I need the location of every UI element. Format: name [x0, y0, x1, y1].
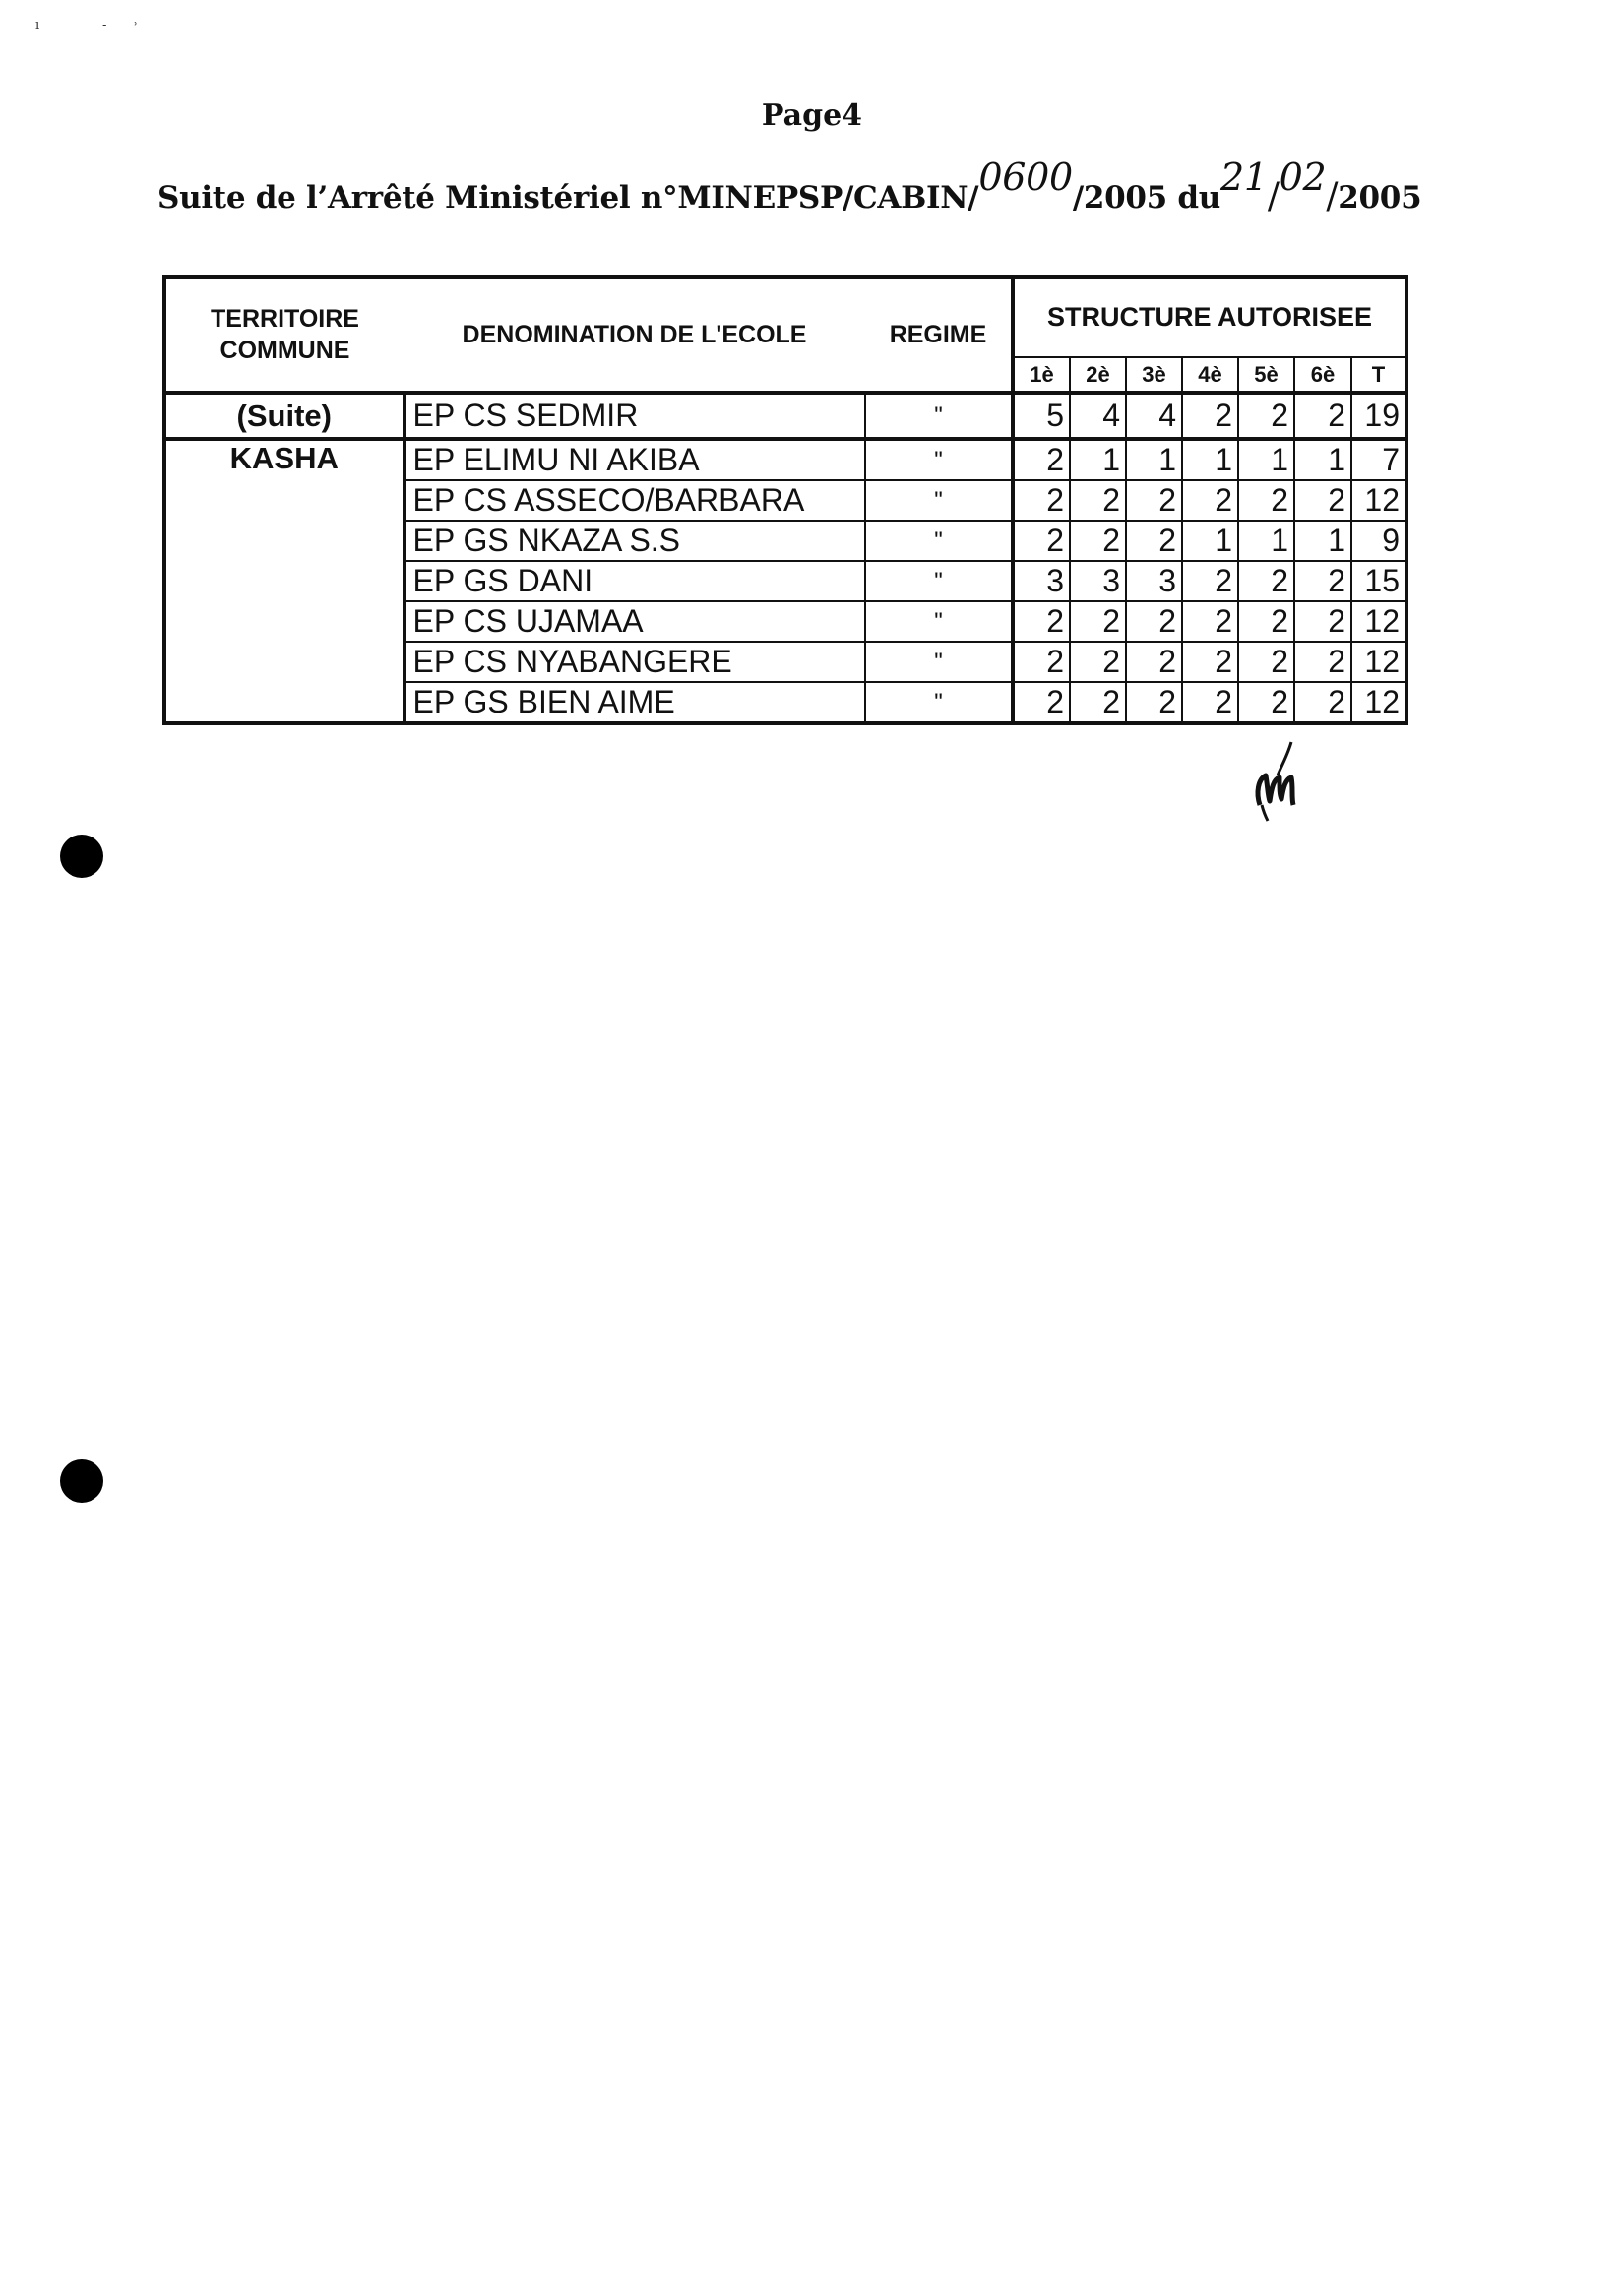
col-header-ecole: DENOMINATION DE L'ECOLE	[404, 277, 865, 393]
scan-speck: ı	[35, 18, 40, 32]
col-header-3e: 3è	[1126, 357, 1182, 393]
regime-cell: "	[865, 393, 1013, 439]
regime-cell: "	[865, 682, 1013, 723]
count-3e: 2	[1126, 682, 1182, 723]
count-total: 7	[1351, 439, 1406, 480]
count-1e: 2	[1013, 601, 1070, 642]
count-total: 12	[1351, 601, 1406, 642]
count-2e: 2	[1070, 601, 1126, 642]
count-4e: 2	[1182, 393, 1238, 439]
school-name: EP CS SEDMIR	[404, 393, 865, 439]
count-total: 9	[1351, 521, 1406, 561]
count-4e: 2	[1182, 480, 1238, 521]
heading-year: 2005	[1338, 180, 1422, 216]
handwritten-day: 21	[1220, 155, 1268, 199]
col-header-1e: 1è	[1013, 357, 1070, 393]
territoire-cell: (Suite)	[164, 393, 404, 439]
count-5e: 1	[1238, 439, 1294, 480]
count-5e: 1	[1238, 521, 1294, 561]
count-5e: 2	[1238, 480, 1294, 521]
regime-cell: "	[865, 439, 1013, 480]
count-3e: 2	[1126, 642, 1182, 682]
regime-cell: "	[865, 561, 1013, 601]
count-6e: 2	[1294, 393, 1351, 439]
territoire-cell: KASHA	[229, 441, 339, 475]
count-4e: 1	[1182, 521, 1238, 561]
count-6e: 2	[1294, 601, 1351, 642]
count-2e: 2	[1070, 480, 1126, 521]
handwritten-decree-number: 0600	[978, 155, 1073, 199]
binder-hole-mark	[60, 1459, 103, 1503]
count-total: 15	[1351, 561, 1406, 601]
count-1e: 2	[1013, 682, 1070, 723]
count-1e: 2	[1013, 642, 1070, 682]
document-heading: Suite de l’Arrêté Ministériel n°MINEPSP/CABIN/0600/2005 du21/02/2005	[157, 155, 1422, 217]
count-1e: 5	[1013, 393, 1070, 439]
count-1e: 2	[1013, 480, 1070, 521]
col-header-structure: STRUCTURE AUTORISEE	[1013, 277, 1406, 357]
binder-hole-mark	[60, 835, 103, 878]
count-2e: 4	[1070, 393, 1126, 439]
count-total: 12	[1351, 682, 1406, 723]
count-3e: 2	[1126, 480, 1182, 521]
school-name: EP CS ASSECO/BARBARA	[404, 480, 865, 521]
count-3e: 4	[1126, 393, 1182, 439]
page-number: Page4	[761, 98, 863, 133]
count-4e: 2	[1182, 682, 1238, 723]
count-5e: 2	[1238, 393, 1294, 439]
count-6e: 2	[1294, 642, 1351, 682]
school-name: EP GS DANI	[404, 561, 865, 601]
count-6e: 2	[1294, 682, 1351, 723]
count-6e: 1	[1294, 521, 1351, 561]
count-total: 19	[1351, 393, 1406, 439]
count-1e: 2	[1013, 521, 1070, 561]
regime-cell: "	[865, 601, 1013, 642]
count-total: 12	[1351, 642, 1406, 682]
school-name: EP GS BIEN AIME	[404, 682, 865, 723]
count-1e: 3	[1013, 561, 1070, 601]
count-5e: 2	[1238, 561, 1294, 601]
school-name: EP CS NYABANGERE	[404, 642, 865, 682]
count-1e: 2	[1013, 439, 1070, 480]
regime-cell: "	[865, 480, 1013, 521]
regime-cell: "	[865, 521, 1013, 561]
count-2e: 2	[1070, 682, 1126, 723]
col-header-2e: 2è	[1070, 357, 1126, 393]
count-4e: 1	[1182, 439, 1238, 480]
school-name: EP GS NKAZA S.S	[404, 521, 865, 561]
count-3e: 2	[1126, 521, 1182, 561]
scan-speck: ˒	[134, 18, 138, 32]
count-6e: 1	[1294, 439, 1351, 480]
heading-prefix: Suite de l’Arrêté Ministériel n°MINEPSP/CABIN/	[157, 180, 979, 216]
scan-speck: -	[102, 18, 107, 32]
handwritten-paraph-icon	[1248, 736, 1317, 825]
count-2e: 2	[1070, 642, 1126, 682]
count-5e: 2	[1238, 642, 1294, 682]
count-3e: 3	[1126, 561, 1182, 601]
count-2e: 1	[1070, 439, 1126, 480]
count-6e: 2	[1294, 561, 1351, 601]
col-header-territoire: TERRITOIRE COMMUNE	[164, 277, 404, 393]
col-header-4e: 4è	[1182, 357, 1238, 393]
school-name: EP CS UJAMAA	[404, 601, 865, 642]
count-3e: 1	[1126, 439, 1182, 480]
col-header-regime: REGIME	[865, 277, 1013, 393]
count-3e: 2	[1126, 601, 1182, 642]
regime-cell: "	[865, 642, 1013, 682]
col-header-5e: 5è	[1238, 357, 1294, 393]
count-2e: 3	[1070, 561, 1126, 601]
handwritten-month: 02	[1279, 155, 1327, 199]
col-header-6e: 6è	[1294, 357, 1351, 393]
school-name: EP ELIMU NI AKIBA	[404, 439, 865, 480]
table-row	[164, 393, 1406, 439]
schools-table	[162, 275, 1408, 725]
count-4e: 2	[1182, 561, 1238, 601]
count-4e: 2	[1182, 601, 1238, 642]
count-2e: 2	[1070, 521, 1126, 561]
count-5e: 2	[1238, 682, 1294, 723]
count-4e: 2	[1182, 642, 1238, 682]
heading-year-part: /2005 du	[1072, 180, 1221, 216]
count-total: 12	[1351, 480, 1406, 521]
table-row	[164, 439, 1406, 480]
col-header-total: T	[1351, 357, 1406, 393]
count-5e: 2	[1238, 601, 1294, 642]
count-6e: 2	[1294, 480, 1351, 521]
